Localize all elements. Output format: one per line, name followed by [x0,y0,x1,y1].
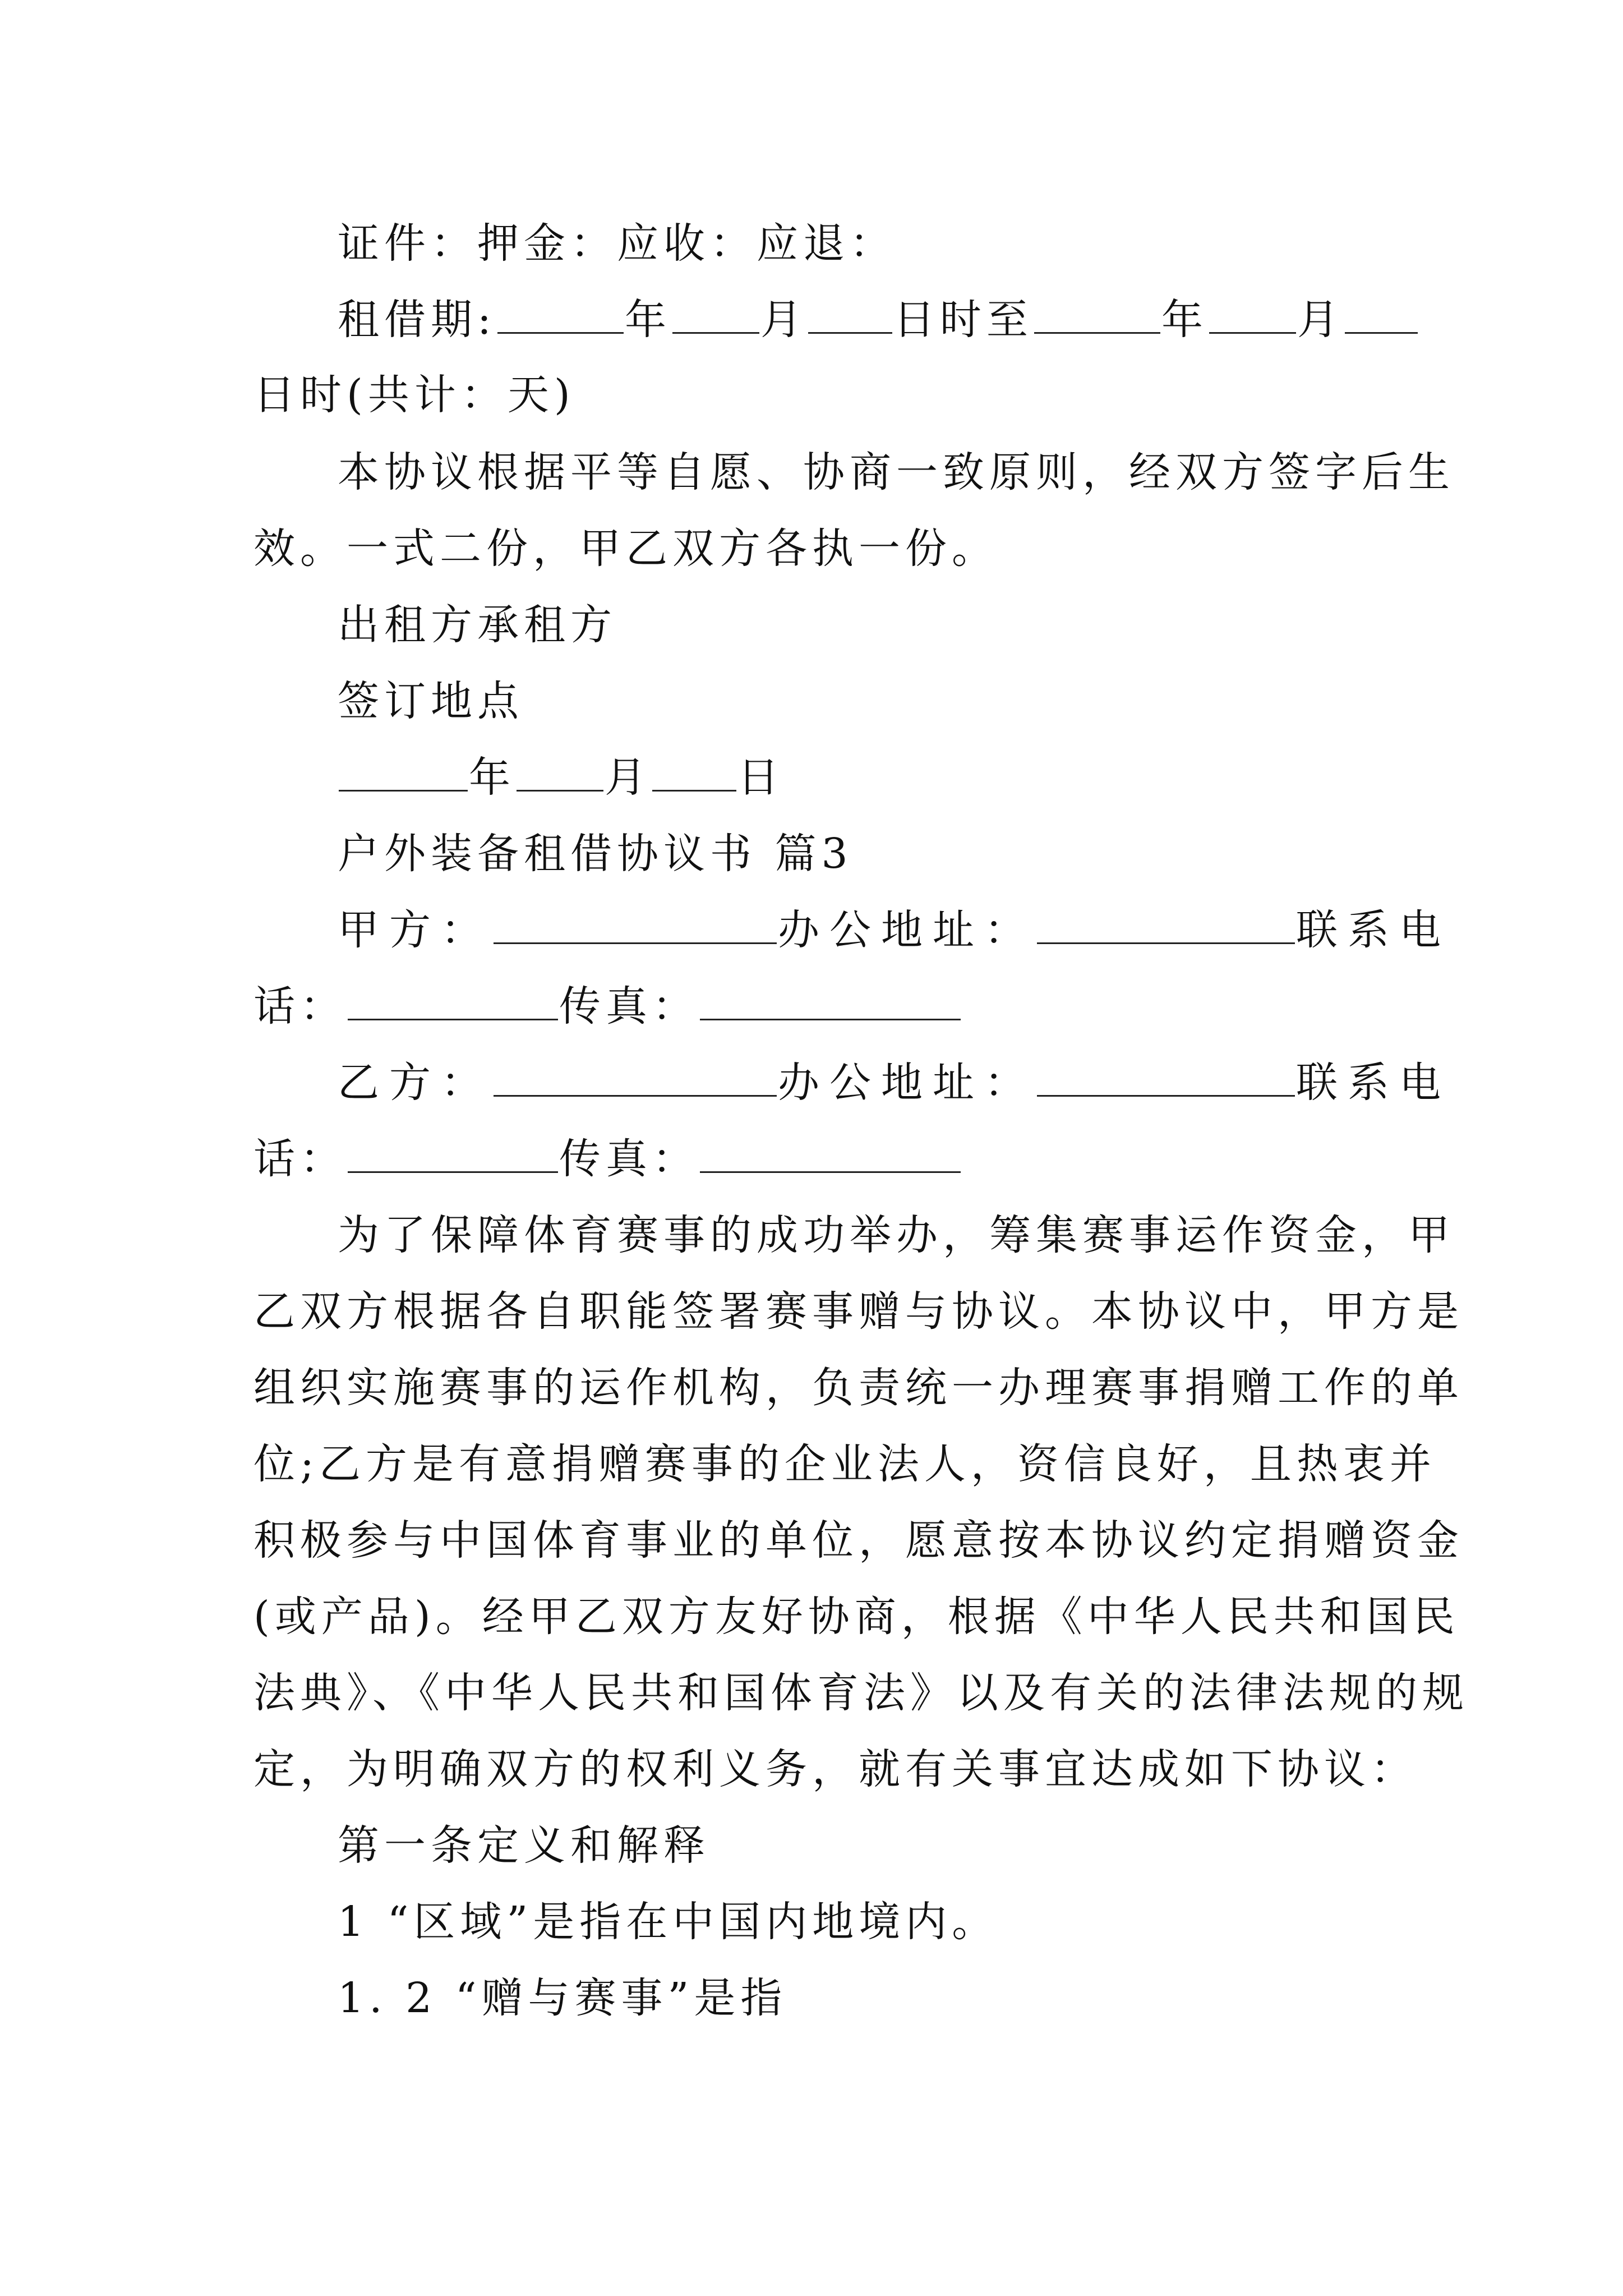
sign-place-line [338,673,1375,729]
blank-month [672,293,759,334]
blank-party-a [494,903,777,944]
year-label: 年 [624,296,671,344]
date-line [338,749,1375,806]
text-span: 位;乙方是有意捐赠赛事的企业法人，资信良好，且热衷并 [253,1440,1436,1488]
rental-period-line [338,292,1375,348]
party-b-line [338,1055,1451,1111]
text-span: 法典》、《中华人民共和国体育法》以及有关的法律法规的规 [253,1669,1469,1717]
blank-year [497,293,624,334]
party-b-phone-line [253,1131,1375,1187]
text-span: 本协议根据平等自愿、协商一致原则，经双方签字后生 [338,448,1455,496]
deposit-line [338,215,1375,272]
phone-label: 联系电 [1296,906,1451,954]
text-span: 出租方承租方 [338,601,617,649]
year-label-2: 年 [1161,296,1208,344]
parties-line [338,597,1375,653]
text-span: (或产品)。经甲乙双方友好协商，根据《中华人民共和国民 [253,1593,1460,1641]
party-a-line [338,902,1451,958]
blank-address [1037,903,1295,944]
article-title: 第一条定义和解释 [338,1821,710,1870]
paragraph-line [253,1360,1464,1416]
paragraph-line [338,444,1455,500]
blank-fax [700,979,961,1020]
office-address-label: 办公地址： [778,1059,1036,1107]
paragraph-line [253,1741,1417,1797]
blank-address [1037,1056,1295,1097]
total-days-text: 日时(共计：天) [253,371,575,419]
day-to-label: 日时至 [893,296,1033,344]
paragraph-line [253,1283,1464,1340]
article-heading [338,1818,1375,1874]
blank-day-2 [1345,293,1418,334]
month-label: 月 [760,296,807,344]
section-title: 户外装备租借协议书 篇3 [338,830,853,878]
party-a-phone-line [253,978,1375,1034]
clause-line [338,1970,1375,2026]
total-days-line [253,367,1375,423]
rental-period-label: 租借期: [338,296,496,344]
blank-phone [348,1132,558,1173]
blank-year-2 [1034,293,1160,334]
paragraph-line [253,1665,1469,1721]
clause-line [338,1894,1375,1950]
blank-party-b [494,1056,777,1097]
blank-fax [700,1132,961,1173]
phone-label-tail: 话： [253,1135,347,1183]
blank-month-2 [1209,293,1296,334]
party-a-label: 甲方： [338,906,492,954]
party-b-label: 乙方： [338,1059,492,1107]
text-span: 签订地点 [338,677,524,725]
year-label: 年 [469,753,515,802]
text-span: 积极参与中国体育事业的单位，愿意按本协议约定捐赠资金 [253,1516,1464,1565]
month-label: 月 [605,753,651,802]
text-span: 定，为明确双方的权利义务，就有关事宜达成如下协议： [253,1745,1417,1793]
fax-label: 传真： [559,982,699,1030]
text-span: 组织实施赛事的运作机构，负责统一办理赛事捐赠工作的单 [253,1364,1464,1412]
fax-label: 传真： [559,1135,699,1183]
office-address-label: 办公地址： [778,906,1036,954]
section-heading [338,826,1375,882]
day-label: 日 [737,753,784,802]
clause-text: 1. 2 “赠与赛事”是指 [338,1974,787,2022]
clause-text: 1 “区域”是指在中国内地境内。 [338,1898,999,1946]
paragraph-line [338,1207,1455,1263]
phone-label-tail: 话： [253,982,347,1030]
text-span: 为了保障体育赛事的成功举办，筹集赛事运作资金，甲 [338,1211,1455,1259]
blank-day [808,293,892,334]
phone-label: 联系电 [1296,1059,1451,1107]
paragraph-line [253,521,1375,577]
blank-day [652,751,736,792]
text-span: 效。一式二份，甲乙双方各执一份。 [253,524,998,573]
blank-month [517,751,603,792]
paragraph-line [253,1436,1436,1492]
blank-year [339,751,468,792]
blank-phone [348,979,558,1020]
paragraph-line [253,1589,1460,1645]
paragraph-line [253,1512,1464,1568]
deposit-text: 证件：押金：应收：应退： [338,219,896,268]
text-span: 乙双方根据各自职能签署赛事赠与协议。本协议中，甲方是 [253,1287,1464,1336]
month-label-2: 月 [1297,296,1344,344]
